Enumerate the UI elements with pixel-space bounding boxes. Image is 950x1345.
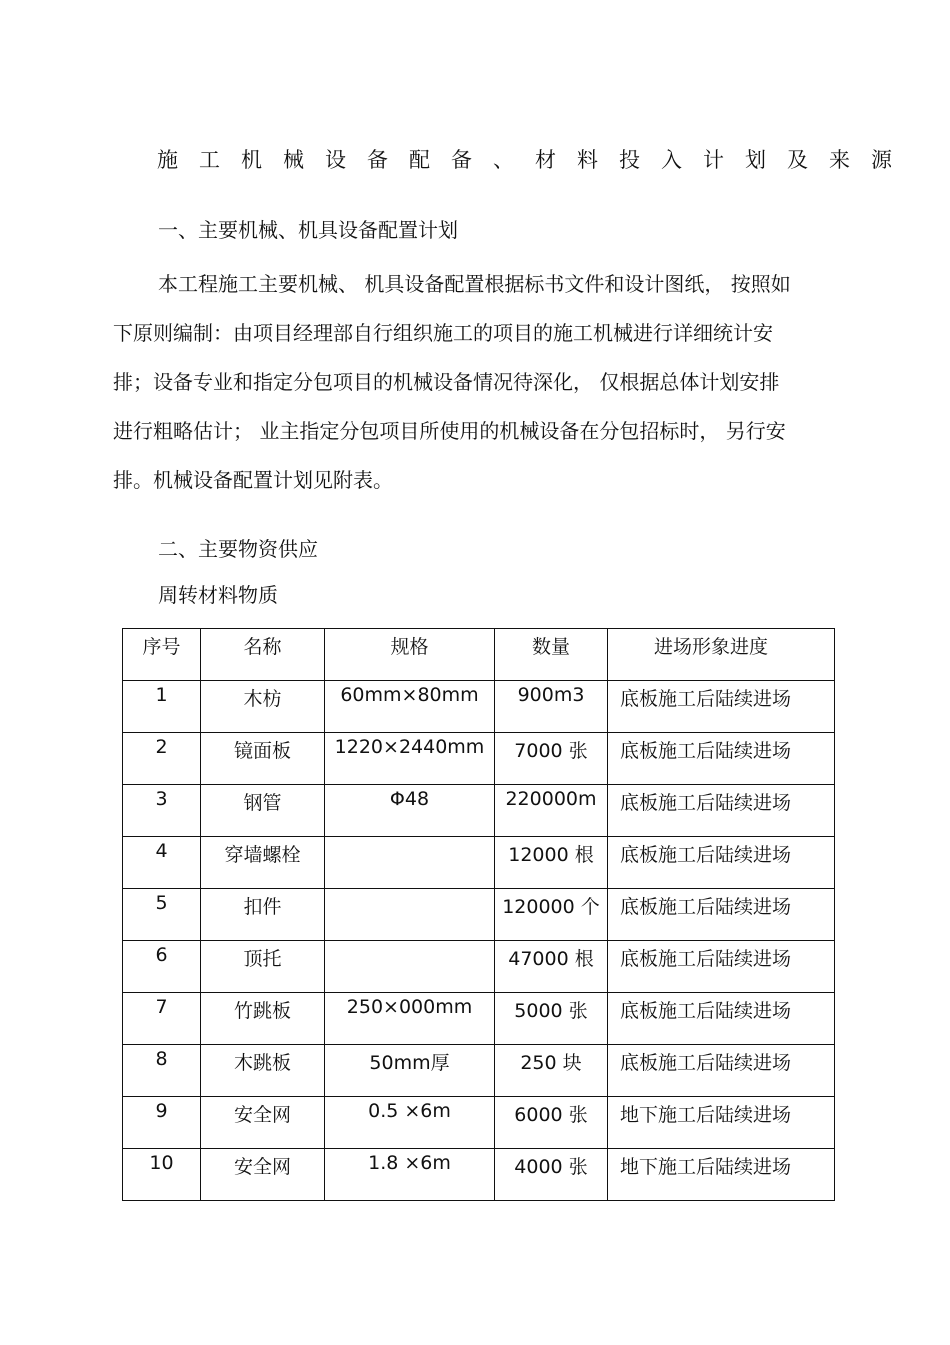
section1-heading: 一、主要机械、机具设备配置计划 bbox=[158, 218, 458, 242]
row-number: 2 bbox=[123, 733, 201, 785]
item-schedule: 底板施工后陆续进场 bbox=[608, 733, 835, 785]
row-number: 4 bbox=[123, 837, 201, 889]
row-number: 10 bbox=[123, 1149, 201, 1201]
item-schedule: 底板施工后陆续进场 bbox=[608, 889, 835, 941]
item-name: 扣件 bbox=[201, 889, 325, 941]
item-name: 安全网 bbox=[201, 1097, 325, 1149]
item-name: 镜面板 bbox=[201, 733, 325, 785]
header-cell: 规格 bbox=[325, 629, 495, 681]
item-spec bbox=[325, 889, 495, 941]
item-quantity: 900m3 bbox=[495, 681, 608, 733]
row-number: 8 bbox=[123, 1045, 201, 1097]
paragraph-line: 进行粗略估计； 业主指定分包项目所使用的机械设备在分包招标时， 另行安 bbox=[113, 419, 786, 443]
item-schedule: 底板施工后陆续进场 bbox=[608, 837, 835, 889]
section2-heading: 二、主要物资供应 bbox=[158, 537, 318, 561]
item-spec: 0.5 ×6m bbox=[325, 1097, 495, 1149]
item-spec: Φ48 bbox=[325, 785, 495, 837]
table-row bbox=[123, 837, 835, 889]
item-name: 安全网 bbox=[201, 1149, 325, 1201]
table-row bbox=[123, 1045, 835, 1097]
item-quantity: 220000m bbox=[495, 785, 608, 837]
item-schedule: 底板施工后陆续进场 bbox=[608, 681, 835, 733]
item-name: 木枋 bbox=[201, 681, 325, 733]
materials-table bbox=[122, 628, 835, 1201]
table-header-row bbox=[123, 629, 835, 681]
header-cell: 进场形象进度 bbox=[608, 629, 835, 681]
item-name: 顶托 bbox=[201, 941, 325, 993]
item-quantity: 250 块 bbox=[495, 1045, 608, 1097]
table-row bbox=[123, 785, 835, 837]
table-row bbox=[123, 993, 835, 1045]
paragraph-line: 排。机械设备配置计划见附表。 bbox=[113, 468, 393, 492]
item-schedule: 底板施工后陆续进场 bbox=[608, 1045, 835, 1097]
header-cell: 名称 bbox=[201, 629, 325, 681]
table-row bbox=[123, 1149, 835, 1201]
item-spec: 50mm厚 bbox=[325, 1045, 495, 1097]
item-quantity: 12000 根 bbox=[495, 837, 608, 889]
item-spec: 1220×2440mm bbox=[325, 733, 495, 785]
row-number: 5 bbox=[123, 889, 201, 941]
table-row bbox=[123, 889, 835, 941]
row-number: 1 bbox=[123, 681, 201, 733]
paragraph-line: 本工程施工主要机械、 机具设备配置根据标书文件和设计图纸， 按照如 bbox=[158, 272, 791, 296]
item-quantity: 4000 张 bbox=[495, 1149, 608, 1201]
item-schedule: 底板施工后陆续进场 bbox=[608, 785, 835, 837]
item-quantity: 120000 个 bbox=[495, 889, 608, 941]
item-spec bbox=[325, 941, 495, 993]
row-number: 3 bbox=[123, 785, 201, 837]
item-name: 木跳板 bbox=[201, 1045, 325, 1097]
item-quantity: 5000 张 bbox=[495, 993, 608, 1045]
header-cell: 序号 bbox=[123, 629, 201, 681]
item-schedule: 地下施工后陆续进场 bbox=[608, 1149, 835, 1201]
paragraph-line: 排；设备专业和指定分包项目的机械设备情况待深化， 仅根据总体计划安排 bbox=[113, 370, 780, 394]
row-number: 6 bbox=[123, 941, 201, 993]
item-name: 钢管 bbox=[201, 785, 325, 837]
table-row bbox=[123, 681, 835, 733]
row-number: 7 bbox=[123, 993, 201, 1045]
item-quantity: 7000 张 bbox=[495, 733, 608, 785]
item-schedule: 底板施工后陆续进场 bbox=[608, 941, 835, 993]
item-schedule: 地下施工后陆续进场 bbox=[608, 1097, 835, 1149]
header-cell: 数量 bbox=[495, 629, 608, 681]
table-row bbox=[123, 941, 835, 993]
item-quantity: 47000 根 bbox=[495, 941, 608, 993]
row-number: 9 bbox=[123, 1097, 201, 1149]
item-spec: 60mm×80mm bbox=[325, 681, 495, 733]
item-name: 穿墙螺栓 bbox=[201, 837, 325, 889]
document-title: 施工机械设备配备、材料投入计划及来源 bbox=[157, 148, 913, 172]
table-row bbox=[123, 733, 835, 785]
item-name: 竹跳板 bbox=[201, 993, 325, 1045]
item-spec: 1.8 ×6m bbox=[325, 1149, 495, 1201]
item-quantity: 6000 张 bbox=[495, 1097, 608, 1149]
section2-subheading: 周转材料物质 bbox=[158, 583, 278, 607]
paragraph-line: 下原则编制：由项目经理部自行组织施工的项目的施工机械进行详细统计安 bbox=[113, 321, 773, 345]
table-row bbox=[123, 1097, 835, 1149]
item-schedule: 底板施工后陆续进场 bbox=[608, 993, 835, 1045]
section1-paragraph bbox=[113, 260, 843, 505]
item-spec bbox=[325, 837, 495, 889]
item-spec: 250×000mm bbox=[325, 993, 495, 1045]
